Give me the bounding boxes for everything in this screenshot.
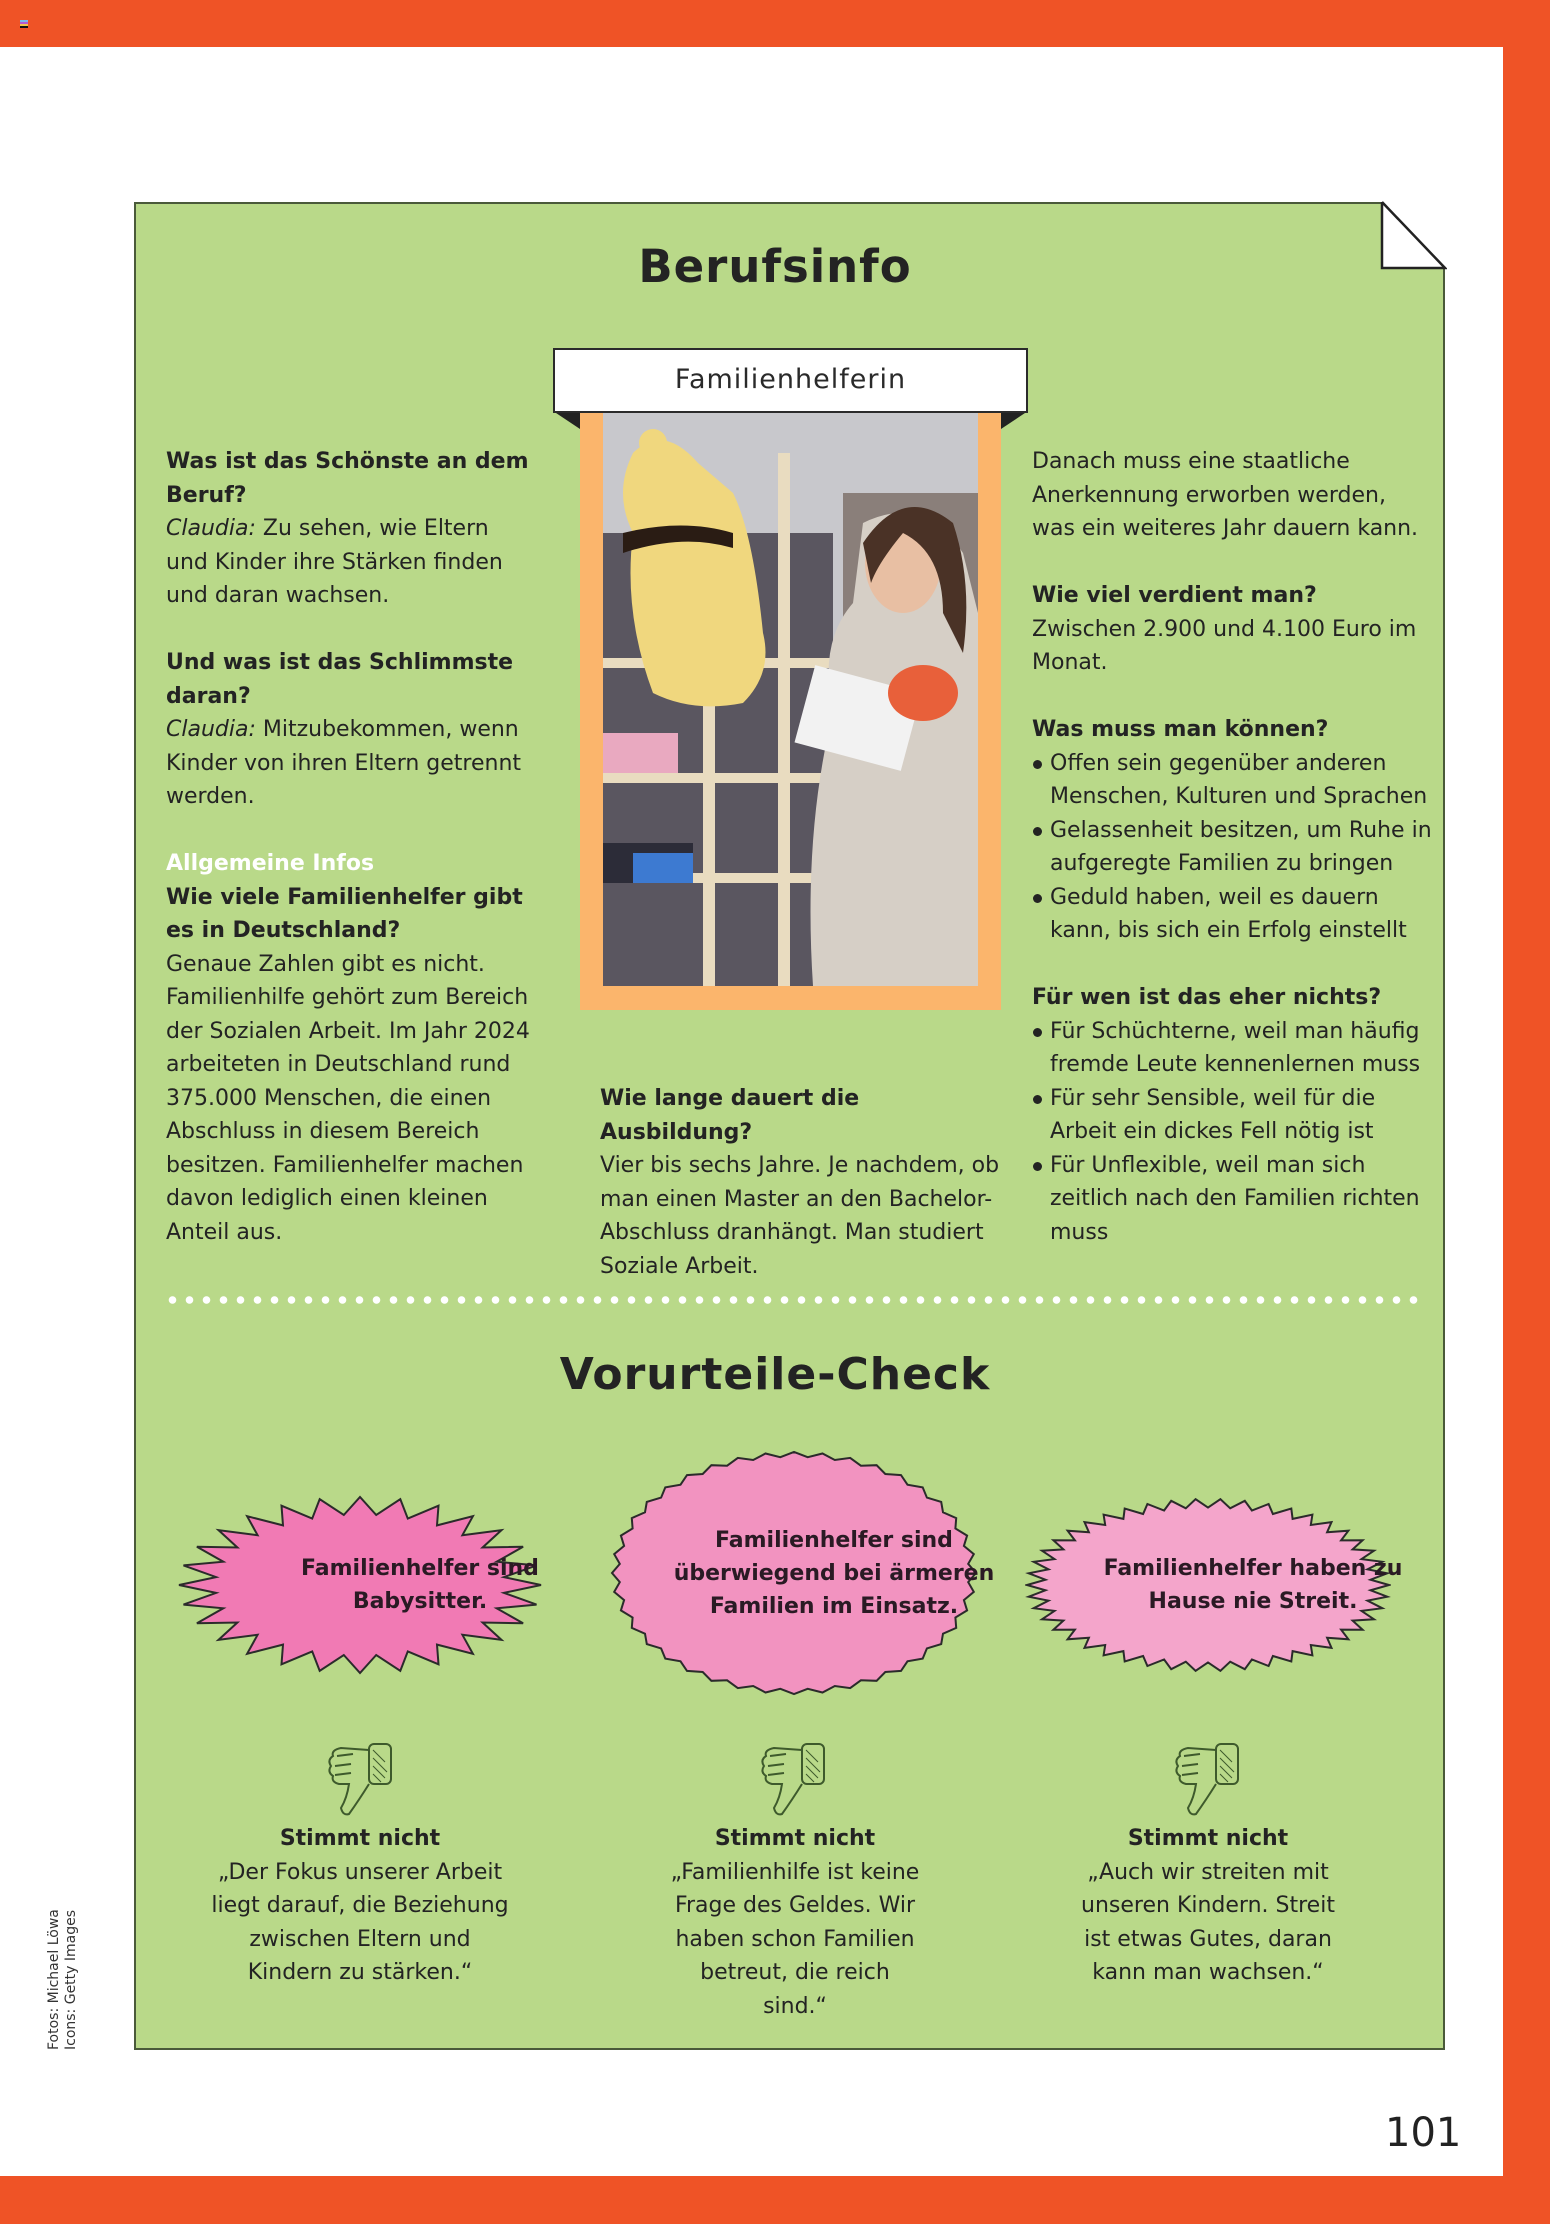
thumbs-down-icon: [323, 1742, 397, 1818]
photo-credits: [46, 1909, 80, 2050]
list-item: Gelassenheit besitzen, um Ruhe in aufgeregte Familien zu bringen: [1032, 814, 1432, 881]
claim-burst-3: [1025, 1497, 1403, 1673]
verdict-quote: „Familienhilfe ist keine Frage des Geldes. Wir haben schon Familien betreut, die reich sind.“: [670, 1859, 920, 2019]
verdict-quote: „Auch wir streiten mit unseren Kindern. Streit ist etwas Gutes, daran kann man wachsen.“: [1081, 1859, 1335, 1985]
photo-illustration: [603, 413, 978, 986]
verdict-1: [180, 1822, 540, 1990]
list-item: Offen sein gegenüber anderen Menschen, Kulturen und Sprachen: [1032, 747, 1432, 814]
question-how-many: Wie viele Familienhelfer gibt es in Deutschland?: [166, 884, 523, 943]
verdict-label: Stimmt nicht: [279, 1826, 441, 1851]
recognition-text: Danach muss eine staatliche Anerkennung erworben werden, was ein weiteres Jahr dauern kann.: [1032, 449, 1419, 541]
question-training-duration: Wie lange dauert die Ausbildung?: [600, 1086, 860, 1145]
vorurteile-title: Vorurteile-Check: [559, 1349, 991, 1400]
color-stripes-icon: [20, 20, 28, 28]
answer-how-many: Genaue Zahlen gibt es nicht. Familienhilfe gehört zum Bereich der Sozialen Arbeit. Im Jahr 2024 arbeiteten in Deutschland rund 375.000 Menschen, die einen Abschluss in diesem Bereich besitzen. Familienhelfer machen davon lediglich einen kleinen Anteil aus.: [166, 951, 530, 1245]
job-title-ribbon: Familienhelferin: [553, 348, 1028, 413]
page-number: 101: [1385, 2110, 1462, 2156]
list-item: Für sehr Sensible, weil für die Arbeit ein dickes Fell nötig ist: [1032, 1082, 1432, 1149]
verdict-2: [615, 1822, 975, 2023]
subheading-general-info: Allgemeine Infos: [166, 851, 375, 876]
dotted-divider: [164, 1296, 1424, 1304]
question-best-part: Was ist das Schönste an dem Beruf?: [166, 449, 529, 508]
claim-text: Familienhelfer sind Babysitter.: [301, 1556, 539, 1614]
left-column: [166, 445, 536, 1249]
claim-burst-1: [177, 1495, 543, 1675]
verdict-3: [1028, 1822, 1388, 1990]
answer-worst-part: [166, 713, 536, 814]
answer-text: Zu sehen, wie Eltern und Kinder ihre Stärken finden und daran wachsen.: [166, 516, 503, 608]
answer-best-part: [166, 512, 536, 613]
verdict-label: Stimmt nicht: [714, 1826, 876, 1851]
ribbon-tail-left: [553, 411, 580, 429]
answer-text: Mitzubekommen, wenn Kinder von ihren Eltern getrennt werden.: [166, 717, 522, 809]
thumbs-down-icon: [756, 1742, 830, 1818]
credit-photos: Fotos: Michael Löwa: [46, 1909, 62, 2050]
answer-training-duration: Vier bis sechs Jahre. Je nachdem, ob man einen Master an den Bachelor-Abschluss dranhängt. Man studiert Soziale Arbeit.: [600, 1153, 1000, 1279]
question-salary: Wie viel verdient man?: [1032, 583, 1317, 608]
not-for-list: [1032, 1015, 1432, 1250]
list-item: Für Schüchterne, weil man häufig fremde Leute kennenlernen muss: [1032, 1015, 1432, 1082]
answer-salary: Zwischen 2.900 und 4.100 Euro im Monat.: [1032, 616, 1417, 675]
berufsinfo-title: Berufsinfo: [638, 240, 912, 293]
claim-burst-2: [610, 1450, 995, 1696]
speaker-name: Claudia:: [166, 516, 256, 541]
right-column: [1032, 445, 1432, 1249]
question-worst-part: Und was ist das Schlimmste daran?: [166, 650, 514, 709]
question-not-for: Für wen ist das eher nichts?: [1032, 985, 1382, 1010]
skills-list: [1032, 747, 1432, 948]
question-skills: Was muss man können?: [1032, 717, 1329, 742]
middle-column: [600, 1082, 1000, 1283]
verdict-label: Stimmt nicht: [1127, 1826, 1289, 1851]
speaker-name: Claudia:: [166, 717, 256, 742]
thumbs-down-icon: [1170, 1742, 1244, 1818]
top-orange-bar: [0, 0, 1550, 47]
ribbon-tail-right: [1001, 411, 1028, 429]
job-photo: [603, 413, 978, 986]
credit-icons: Icons: Getty Images: [63, 1909, 79, 2050]
claim-text: Familienhelfer haben zu Hause nie Streit.: [1103, 1556, 1403, 1614]
list-item: Geduld haben, weil es dauern kann, bis sich ein Erfolg einstellt: [1032, 881, 1432, 948]
verdict-quote: „Der Fokus unserer Arbeit liegt darauf, die Beziehung zwischen Eltern und Kindern zu stärken.“: [211, 1859, 509, 1985]
list-item: Für Unflexible, weil man sich zeitlich nach den Familien richten muss: [1032, 1149, 1432, 1250]
claim-text: Familienhelfer sind überwiegend bei ärmeren Familien im Einsatz.: [673, 1527, 995, 1619]
